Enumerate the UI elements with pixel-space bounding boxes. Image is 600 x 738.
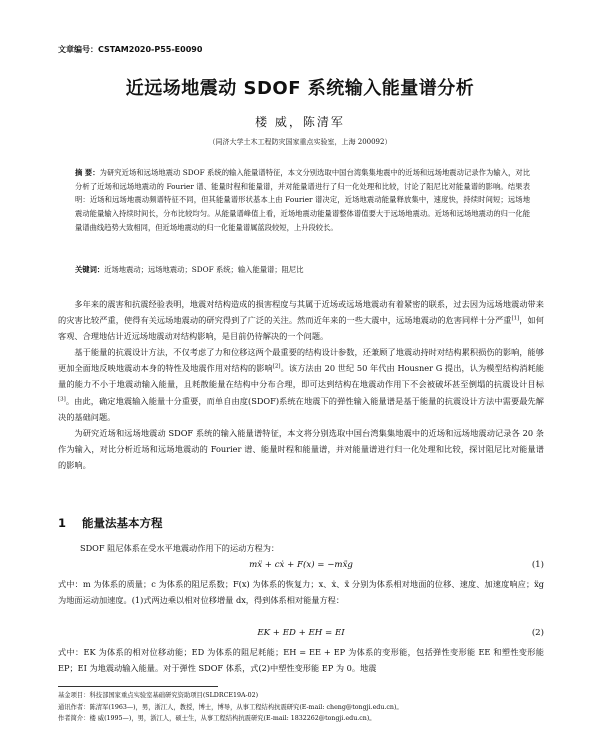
introduction bbox=[58, 296, 544, 473]
footnotes bbox=[58, 690, 544, 725]
equation-1-number: (1) bbox=[531, 560, 544, 570]
equation-2-number: (2) bbox=[531, 628, 544, 638]
keywords-text: 近场地震动；远场地震动；SDOF 系统；输入能量谱；阻尼比 bbox=[104, 265, 304, 274]
section-title: 能量法基本方程 bbox=[82, 516, 163, 530]
article-number: 文章编号：CSTAM2020-P55-E0090 bbox=[58, 45, 203, 54]
intro-paragraph-2: 基于能量的抗震设计方法，不仅考虑了力和位移这两个最重要的结构设计参数，还兼顾了地震动持时对结构累积损伤的影响，能够更加全面地反映地震动本身的特性及地震作用对结构的影响[2]。该方法由 20 世纪 50 年代由 Housner G 提出，认为模型结构消耗能量的能力不小于地震动输入能量，且耗散能量在结构中分布合理，即可达到结构在地震动作用下不会被破坏甚至倒塌的抗震设计目标[3]。由此，确定地震输入能量十分重要，而单自由度(SDOF)系统在地震下的弹性输入能量谱是基于能量的抗震设计方法中需要最先解决的基础问题。 bbox=[58, 347, 544, 422]
keywords-label: 关键词： bbox=[75, 265, 105, 274]
footnote-author-bio: 作者简介：楼 威(1995—)，男，浙江人，硕士生，从事工程结构抗震研究(E-mail: 1832262@tongji.edu.cn)。 bbox=[58, 715, 376, 723]
intro-paragraph-1: 多年来的震害和抗震经验表明，地震对结构造成的损害程度与其属于近场或远场地震动有着紧密的联系，过去因为远场地震动带来的灾害比较严重，使得有关远场地震动的研究得到了广泛的关注。然而近年来的一些大震中，远场地震动的危害同样十分严重[1]，如何客观、合理地估计近远场地震动对结构影响，是目前仍待解决的一个问题。 bbox=[58, 299, 544, 342]
equation-1-description: 式中：m 为体系的质量；c 为体系的阻尼系数；F(x) 为体系的恢复力；x、ẋ、ẍ 分别为体系相对地面的位移、速度、加速度响应；ẍg 为地面运动加速度。(1)式两边乘以相对位移增量 dx，得到体系相对能量方程： bbox=[58, 579, 544, 606]
footnote-divider bbox=[58, 686, 218, 687]
equation-1-expression: mẍ + cẋ + F(x) = −mẍg bbox=[249, 560, 353, 570]
abstract bbox=[75, 166, 530, 235]
equation-1 bbox=[58, 560, 544, 574]
intro-paragraph-3: 为研究近场和远场地震动 SDOF 系统的输入能量谱特征，本文将分别选取中国台湾集集地震中的近场和远场地震动记录各 20 条作为输入，对比分析近场和远场地震动的 Fourier 谱、能量时程和能量谱，并对能量谱进行归一化处理和比较，探讨阻尼比对能量谱的影响。 bbox=[58, 427, 544, 470]
author-affiliation: （同济大学土木工程防灾国家重点实验室，上海 200092） bbox=[208, 138, 392, 146]
equation-2-expression: EK + ED + EH = EI bbox=[257, 628, 345, 638]
citation-3: [3] bbox=[58, 395, 66, 402]
footnote-fund: 基金项目：科技部国家重点实验室基础研究资助项目(SLDRCE19A-02) bbox=[58, 692, 259, 699]
citation-1: [1] bbox=[511, 315, 520, 322]
equation-2 bbox=[58, 628, 544, 642]
abstract-text: 为研究近场和远场地震动 SDOF 系统的输入能量谱特征，本文分别选取中国台湾集集地震中的近场和远场地震动记录作为输入，对比分析了近场和远场地震动的 Fourier 谱、能量时程和能量谱，并对能量谱进行了归一化处理和比较，讨论了阻尼比对能量谱的影响。结果表明：近场和远场地震动频谱特征不同，但其能量谱形状基本上由 Fourier 谱决定，近场地震动能量释放集中，速度快，持续时间短；远场地震动能量输入持续时间长，分布比较均匀。从能量谱峰值上看，近场地震动能量谱整体谱值要大于远场地震动。近场和远场地震动的归一化能量谱曲线趋势大致相同，但近场地震动的归一化能量谱属蓝段较短，上升段较长。 bbox=[75, 168, 531, 232]
equation-intro: SDOF 阻尼体系在受水平地震动作用下的运动方程为： bbox=[80, 543, 280, 553]
abstract-label: 摘 要： bbox=[75, 168, 100, 177]
paper-title: 近远场地震动 SDOF 系统输入能量谱分析 bbox=[125, 78, 475, 99]
footnote-corresponding-author: 通讯作者：陈清军(1963—)，男，浙江人，教授，博士，博导，从事工程结构抗震研究(E-mail: cheng@tongji.edu.cn)。 bbox=[58, 703, 403, 711]
paper-authors: 楼 威，陈清军 bbox=[255, 115, 345, 129]
section-heading bbox=[58, 515, 163, 531]
section-number: 1 bbox=[58, 516, 67, 530]
citation-2: [2] bbox=[272, 363, 281, 370]
keywords bbox=[75, 264, 530, 276]
equation-2-description: 式中：EK 为体系的相对位移动能；ED 为体系的阻尼耗能；EH = EE + EP 为体系的变形能，包括弹性变形能 EE 和塑性变形能 EP；EI 为地震动输入能量。对于弹性 SDOF 体系，式(2)中塑性变形能 EP 为 0。地震 bbox=[58, 647, 544, 674]
